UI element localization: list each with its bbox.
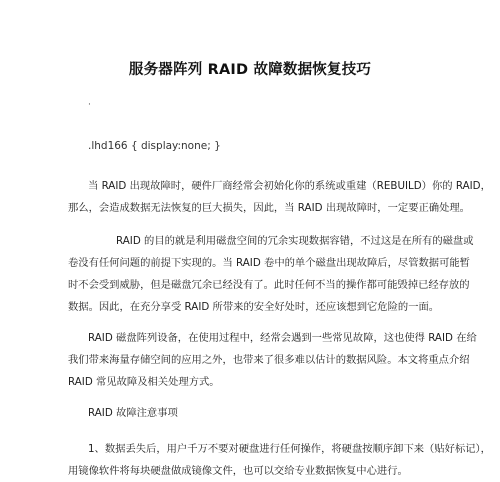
paragraph-raid-faults <box>68 327 477 393</box>
document-title: 服务器阵列 RAID 故障数据恢复技巧 <box>128 62 372 78</box>
section-heading-notes <box>68 402 444 424</box>
paragraph-line: 那么，会造成数据无法恢复的巨大损失，因此，当 RAID 出现故障时，一定要正确处理。 <box>68 202 470 214</box>
css-code-line: .lhd166 { display:none; } <box>88 140 221 152</box>
paragraph-line: 时不会受到威胁，但是磁盘冗余已经没有了。此时任何不当的操作都可能毁掉已经存放的 <box>68 279 470 291</box>
paragraph-line: RAID 故障注意事项 <box>88 407 178 419</box>
paragraph-note-1 <box>68 438 491 482</box>
paragraph-line: 卷没有任何问题的前提下实现的。当 RAID 卷中的单个磁盘出现故障后，尽管数据可能暂 <box>68 257 470 269</box>
stray-dot: · <box>88 100 91 110</box>
paragraph-line: 当 RAID 出现故障时，硬件厂商经常会初始化你的系统或重建（REBUILD）你的 RAID， <box>88 180 491 192</box>
paragraph-line: 1、数据丢失后，用户千万不要对硬盘进行任何操作，将硬盘按顺序卸下来（贴好标记）， <box>88 443 491 455</box>
paragraph-line: 数据。因此，在充分享受 RAID 所带来的安全好处时，还应该想到它危险的一面。 <box>68 301 440 313</box>
paragraph-raid-purpose <box>68 230 474 318</box>
paragraph-line: 我们带来海量存储空间的应用之外，也带来了很多难以估计的数据风险。本文将重点介绍 <box>68 354 470 366</box>
paragraph-line: 用镜像软件将每块硬盘做成镜像文件，也可以交给专业数据恢复中心进行。 <box>68 465 408 477</box>
paragraph-line: RAID 磁盘阵列设备，在使用过程中，经常会遇到一些常见故障，这也使得 RAID 在给 <box>88 332 477 344</box>
paragraph-intro <box>68 175 491 219</box>
paragraph-line: RAID 常见故障及相关处理方式。 <box>68 376 220 388</box>
paragraph-line: RAID 的目的就是利用磁盘空间的冗余实现数据容错，不过这是在所有的磁盘或 <box>116 235 474 247</box>
